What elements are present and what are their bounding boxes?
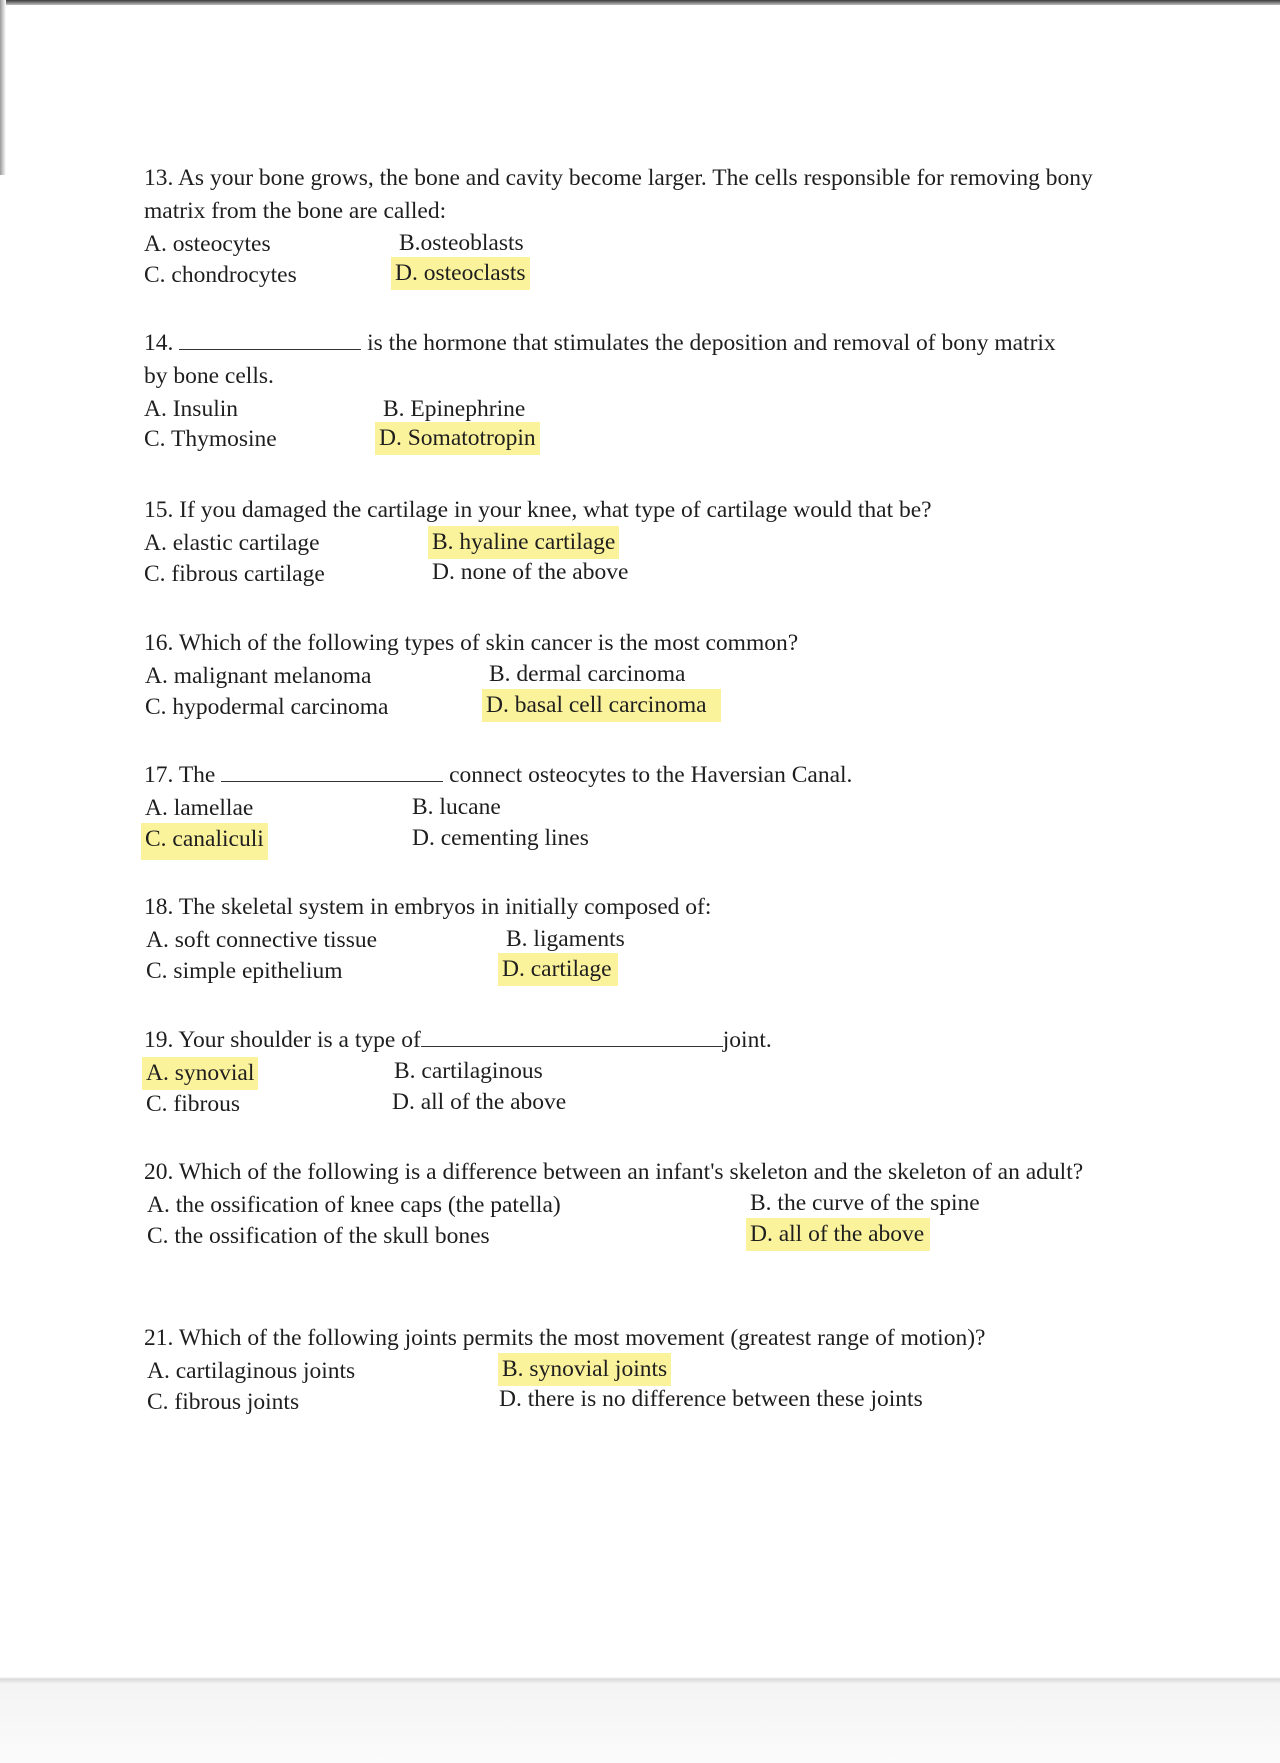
options [144,527,1134,595]
options [144,393,1134,461]
question-20 [144,1156,1134,1257]
option-d-highlighted: D. cartilage [498,953,618,986]
answer-blank [179,327,361,350]
option-b-highlighted: B. synovial joints [498,1353,671,1386]
option-d: D. cementing lines [412,825,589,851]
option-d-highlighted: D. all of the above [746,1218,930,1251]
question-stem [144,327,1134,360]
option-b: B. dermal carcinoma [489,661,686,687]
question-21 [144,1322,1134,1423]
question-number: 14. [144,330,174,356]
option-b-highlighted: B. hyaline cartilage [428,526,619,559]
option-a: A. Insulin [144,396,238,422]
options [144,228,1134,296]
option-d: D. none of the above [432,559,629,585]
option-d-highlighted: D. Somatotropin [375,422,540,455]
question-18 [144,891,1134,992]
option-b: B. Epinephrine [383,396,526,422]
stem-text-before: 17. The [144,762,216,788]
question-stem: 15. If you damaged the cartilage in your knee, what type of cartilage would that be? [144,497,932,523]
options [144,924,1134,992]
option-c: C. fibrous [146,1091,240,1117]
stem-continued: by bone cells. [144,363,274,389]
answer-blank [221,759,443,782]
option-c: C. simple epithelium [146,958,343,984]
option-d: D. all of the above [392,1089,567,1115]
question-stem: 13. As your bone grows, the bone and cavity become larger. The cells responsible for removing bony matrix from the bone are called: [144,165,1093,224]
question-15 [144,494,1134,595]
question-17 [144,759,1134,860]
option-c: C. chondrocytes [144,262,297,288]
option-b: B. the curve of the spine [750,1190,980,1216]
option-b: B.osteoblasts [399,230,524,256]
option-c-highlighted: C. canaliculi [141,823,268,860]
option-a: A. the ossification of knee caps (the patella) [147,1192,561,1218]
options [144,792,1134,860]
question-stem [144,759,1134,792]
question-stem [144,1024,1134,1057]
option-d: D. there is no difference between these joints [499,1386,923,1412]
option-c: C. the ossification of the skull bones [147,1223,490,1249]
options [144,1355,1134,1423]
option-d-highlighted: D. osteoclasts [391,257,530,290]
options [144,1189,1134,1257]
stem-text-before: 19. Your shoulder is a type of [144,1027,421,1053]
option-b: B. ligaments [506,926,625,952]
option-a: A. elastic cartilage [144,530,320,556]
question-16 [144,627,1134,728]
option-a: A. soft connective tissue [146,927,378,953]
option-b: B. cartilaginous [394,1058,543,1084]
option-a: A. osteocytes [144,231,271,257]
stem-text-after: joint. [722,1027,772,1053]
question-stem: 16. Which of the following types of skin cancer is the most common? [144,630,799,656]
stem-text: is the hormone that stimulates the deposition and removal of bony matrix [367,330,1056,356]
question-19 [144,1024,1134,1125]
option-d-highlighted: D. basal cell carcinoma [482,689,721,722]
question-stem: 21. Which of the following joints permits the most movement (greatest range of motion)? [144,1325,986,1351]
option-b: B. lucane [412,794,501,820]
options [144,660,1134,728]
option-a: A. lamellae [145,795,254,821]
option-c: C. hypodermal carcinoma [145,694,389,720]
option-a-highlighted: A. synovial [142,1057,258,1090]
question-stem: 20. Which of the following is a difference between an infant's skeleton and the skeleton of an adult? [144,1159,1084,1185]
option-c: C. fibrous cartilage [144,561,325,587]
answer-blank [421,1024,723,1047]
question-13 [144,162,1134,296]
option-c: C. fibrous joints [147,1389,300,1415]
question-14 [144,327,1134,461]
option-c: C. Thymosine [144,426,277,452]
option-a: A. malignant melanoma [145,663,372,689]
option-a: A. cartilaginous joints [147,1358,356,1384]
stem-text-after: connect osteocytes to the Haversian Canal. [449,762,853,788]
options [144,1057,1134,1125]
question-stem: 18. The skeletal system in embryos in initially composed of: [144,894,712,920]
